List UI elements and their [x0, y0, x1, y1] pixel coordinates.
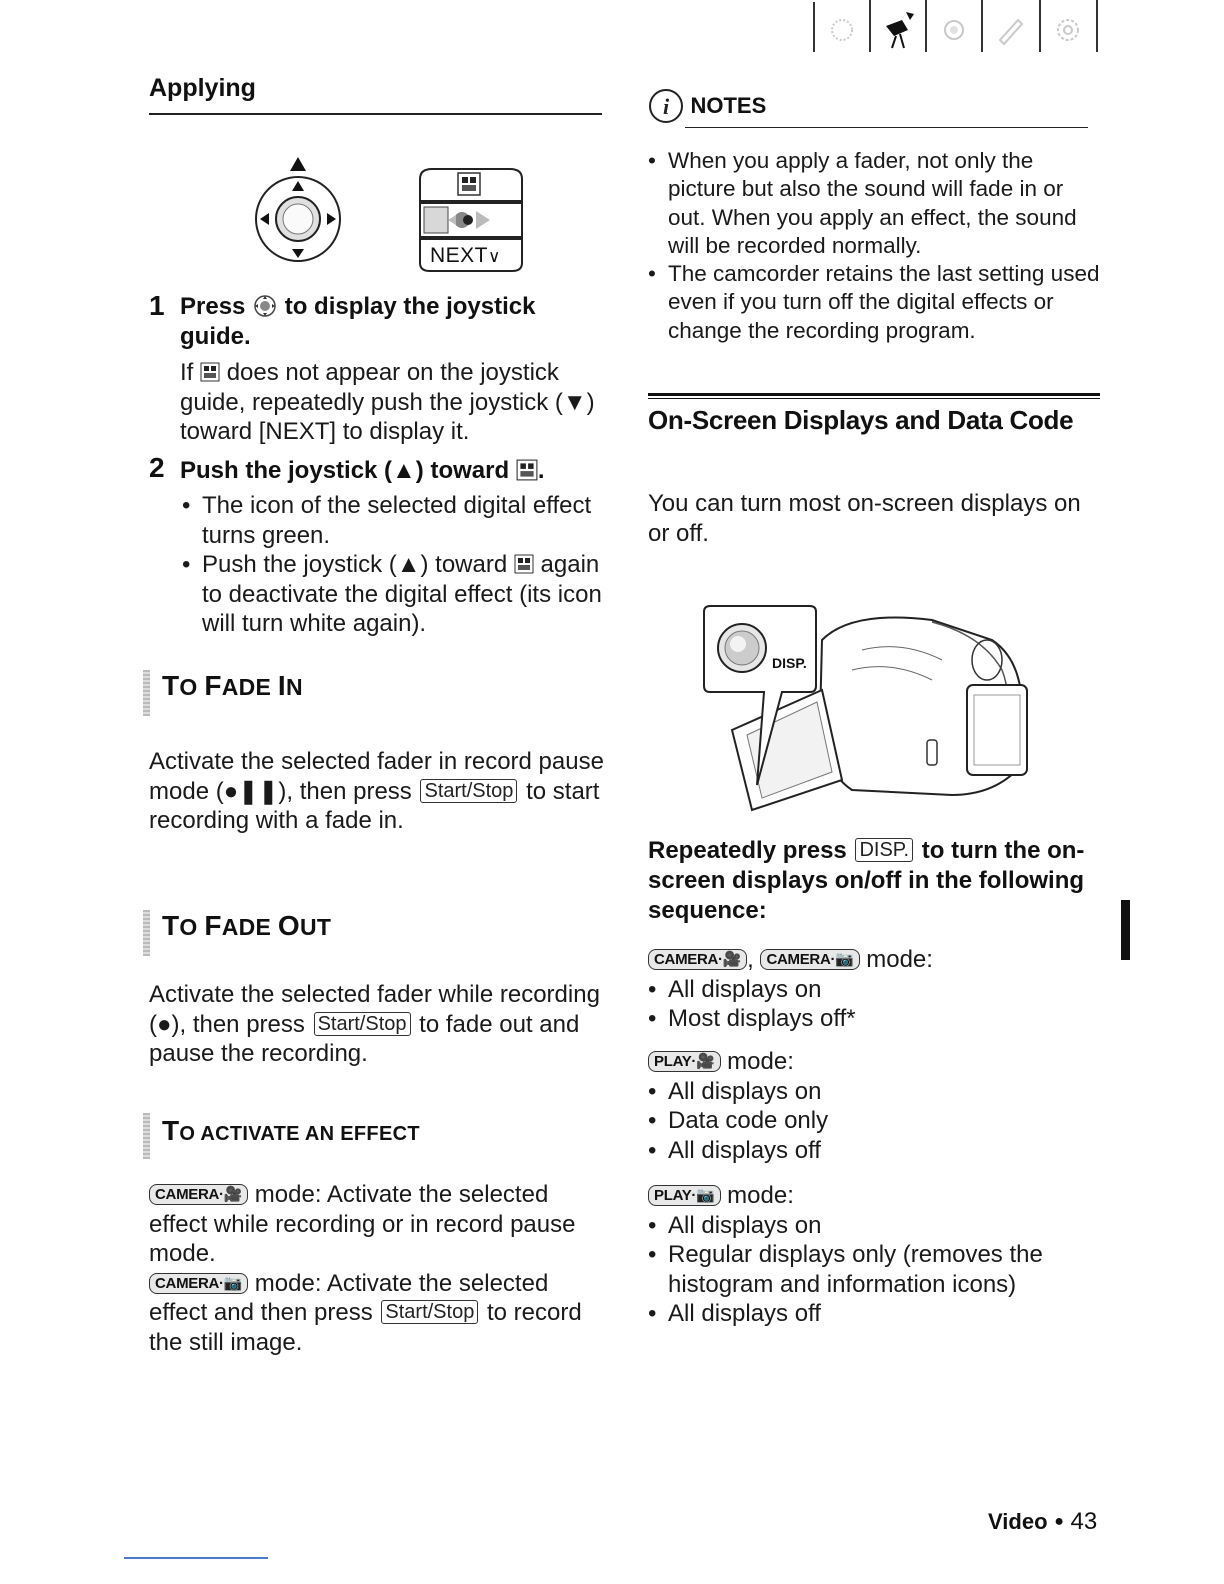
digital-effect-icon [514, 552, 534, 572]
on-screen-intro: You can turn most on-screen displays on or off. [648, 490, 1081, 547]
list-item: • All displays off [648, 1136, 1098, 1166]
step2-bullets [182, 491, 602, 639]
digital-effect-icon [200, 360, 220, 380]
mode-group-camera: CAMERA·🎥 , CAMERA·📷 mode: • All displays on • Most displays off* [648, 945, 1098, 1034]
joystick-illustration [252, 155, 347, 267]
list-item: • When you apply a fader, not only the picture but also the sound will fade in or out. When you apply an effect, the sound will be recorded normally. [648, 147, 1103, 260]
list-item: • All displays on [648, 1211, 1098, 1241]
notes-list [648, 147, 1103, 345]
start-stop-key: Start/Stop [314, 1012, 411, 1036]
fade-in-text: Activate the selected fader in record pause mode (●❚❚), then press Start/Stop to start recording with a fade in. [149, 748, 604, 834]
list-item: • Most displays off* [648, 1004, 1098, 1034]
list-item: • Push the joystick (▲) toward again to deactivate the digital effect (its icon will turn white again). [182, 550, 602, 639]
camera-photo-mode-badge: CAMERA·📷 [760, 949, 859, 970]
disp-key: DISP. [855, 838, 913, 862]
fade-out-text: Activate the selected fader while recording (●), then press Start/Stop to fade out and pause the recording. [149, 981, 600, 1067]
info-icon [648, 88, 684, 124]
disp-instruction: Repeatedly press DISP. to turn the on-screen displays on/off in the following sequence: [648, 837, 1085, 924]
step2-title: Push the joystick (▲) toward . [180, 457, 545, 484]
start-stop-key: Start/Stop [381, 1300, 478, 1324]
heading-to-fade-out: TO FADE OUT [162, 910, 332, 941]
subheading-marker [143, 670, 150, 716]
page-number: 43 [1070, 1508, 1098, 1535]
play-photo-mode-badge: PLAY·📷 [648, 1185, 721, 1206]
camcorder-illustration [702, 600, 1052, 815]
section-title-on-screen-displays: On-Screen Displays and Data Code [648, 405, 1074, 435]
header-tab-strip [812, 0, 1100, 54]
step1-number: 1 [149, 290, 165, 321]
section-title-applying: Applying [149, 74, 256, 102]
notes-rule [685, 127, 1088, 128]
photo-icon [945, 21, 963, 39]
digital-effect-icon [516, 459, 538, 481]
list-item: • The camcorder retains the last setting used even if you turn off the digital effects or change the recording program. [648, 260, 1103, 345]
camera-movie-mode-badge: CAMERA·🎥 [648, 949, 747, 970]
list-item: • All displays on [648, 1077, 1098, 1107]
section-double-rule [648, 393, 1100, 396]
activate-effect-text: CAMERA·🎥 mode: Activate the selected effect while recording or in record pause mode. CAMERA·📷 mode: Activate the selected effect and then press Start/Stop to record the still image. [149, 1181, 582, 1356]
next-label: NEXT∨ [430, 244, 501, 267]
list-item: • All displays on [648, 975, 1098, 1005]
movie-camera-icon [886, 12, 914, 48]
heading-to-activate-an-effect: TO ACTIVATE AN EFFECT [162, 1115, 420, 1146]
notes-header: i NOTES [648, 88, 766, 124]
start-stop-key: Start/Stop [420, 779, 517, 803]
footer-section: Video [988, 1509, 1048, 1534]
step1-title: Press to display the joystick guide. [180, 293, 536, 350]
list-item: • Data code only [648, 1106, 1098, 1136]
tab-icons-graphic [812, 0, 1100, 54]
fader-icon [832, 20, 852, 40]
footer-blue-rule [124, 1557, 268, 1559]
gear-icon [1058, 20, 1078, 40]
disp-callout-label: DISP. [772, 655, 807, 671]
side-edge-marker [1121, 900, 1130, 960]
brush-icon [1000, 20, 1022, 44]
play-movie-mode-badge: PLAY·🎥 [648, 1051, 721, 1072]
step2-number: 2 [149, 452, 165, 483]
camera-photo-mode-badge: CAMERA·📷 [149, 1273, 248, 1294]
list-item: • Regular displays only (removes the histogram and information icons) [648, 1240, 1098, 1299]
list-item: • All displays off [648, 1299, 1098, 1329]
svg-text:i: i [662, 94, 670, 119]
step1-text: If does not appear on the joystick guide, repeatedly push the joystick (▼) toward [NEXT] to display it. [180, 359, 595, 445]
mode-group-play-movie: PLAY·🎥 mode: • All displays on • Data code only • All displays off [648, 1047, 1098, 1165]
subheading-marker [143, 1113, 150, 1159]
joystick-button-icon [252, 295, 278, 317]
heading-to-fade-in: TO FADE IN [162, 670, 303, 701]
section-double-rule-thin [648, 398, 1100, 399]
page-footer: Video ● 43 [988, 1508, 1098, 1535]
subheading-marker [143, 910, 150, 956]
section-title-rule [149, 113, 602, 115]
camera-movie-mode-badge: CAMERA·🎥 [149, 1184, 248, 1205]
mode-group-play-photo: PLAY·📷 mode: • All displays on • Regular displays only (removes the histogram and information icons) • All displays off [648, 1181, 1098, 1329]
list-item: • The icon of the selected digital effect turns green. [182, 491, 602, 550]
joystick-guide-illustration [418, 165, 524, 275]
